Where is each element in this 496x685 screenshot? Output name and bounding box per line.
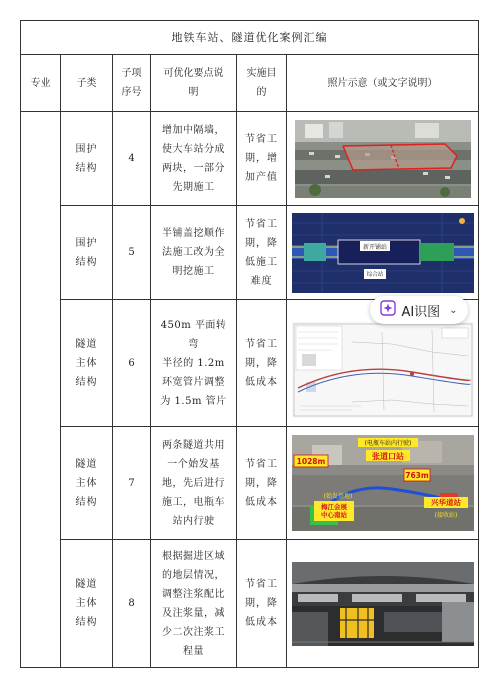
photo-cell <box>287 206 479 300</box>
photo-cell <box>287 112 479 206</box>
points-cell: 两条隧道共用 一个始发基 地，先后进行 施工，电瓶车 站内行驶 <box>151 427 237 540</box>
table-row <box>21 427 479 540</box>
table-row <box>21 112 479 206</box>
photo-cell <box>287 427 479 540</box>
goal-cell: 节省工 期，增 加产值 <box>237 112 287 206</box>
item-no-cell: 6 <box>113 300 151 427</box>
subtype-cell: 围护 结构 <box>61 112 113 206</box>
subtype-cell: 隧道 主体 结构 <box>61 300 113 427</box>
shield-route-photo <box>292 435 474 531</box>
goal-cell: 节省工 期，降 低施工 难度 <box>237 206 287 300</box>
station-plan-drawing <box>292 213 474 293</box>
distance-right-label: 763m <box>404 471 429 480</box>
tunnel-interior-photo <box>292 562 474 646</box>
table-row <box>21 540 479 668</box>
station-top-label: 张道口站 <box>371 452 404 461</box>
goal-cell: 节省工 期，降 低成本 <box>237 427 287 540</box>
points-cell: 根据掘进区域 的地层情况， 调整注浆配比 及注浆量，减 少二次注浆工 程量 <box>151 540 237 668</box>
header-goal: 实施目 的 <box>237 55 287 112</box>
station-left-label: 梅江会展中心南站 <box>320 503 347 520</box>
ai-button-label: AI识图 <box>401 304 441 320</box>
case-table <box>20 20 479 668</box>
box-label: 新开铺站 <box>362 243 387 251</box>
header-specialty: 专业 <box>21 55 61 112</box>
station-right-label: 兴华道站 <box>430 498 461 507</box>
ai-recognize-button[interactable] <box>370 296 468 324</box>
header-photo: 照片示意（或文字说明） <box>287 55 479 112</box>
points-cell: 半铺盖挖顺作 法施工改为全 明挖施工 <box>151 206 237 300</box>
chevron-down-icon: ⌄ <box>449 304 458 316</box>
header-points: 可优化要点说 明 <box>151 55 237 112</box>
subtype-cell: 围护 结构 <box>61 206 113 300</box>
subtype-cell: 隧道 主体 结构 <box>61 427 113 540</box>
item-no-cell: 4 <box>113 112 151 206</box>
base-label: (始发基地) <box>323 493 352 500</box>
table-title: 地铁车站、隧道优化案例汇编 <box>21 21 479 55</box>
tunnel-alignment-drawing <box>292 322 474 418</box>
distance-left-label: 1028m <box>296 457 325 466</box>
tag-label: 综合站 <box>366 271 383 278</box>
goal-cell: 节省工 期，降 低成本 <box>237 300 287 427</box>
aerial-site-photo <box>295 120 471 198</box>
item-no-cell: 7 <box>113 427 151 540</box>
header-item-no: 子项 序号 <box>113 55 151 112</box>
item-no-cell: 5 <box>113 206 151 300</box>
subtype-cell: 隧道 主体 结构 <box>61 540 113 668</box>
points-cell: 450m 平面转弯 半径的 1.2m 环宽管片调整 为 1.5m 管片 <box>151 300 237 427</box>
note-label: (电瓶车站内行驶) <box>364 440 411 447</box>
points-cell: 增加中隔墙， 使大车站分成 两块，一部分 先期施工 <box>151 112 237 206</box>
photo-cell <box>287 540 479 668</box>
goal-cell: 节省工 期，降 低成本 <box>237 540 287 668</box>
receive-label: (接收站) <box>434 512 457 519</box>
specialty-cell <box>21 112 61 668</box>
header-subtype: 子类 <box>61 55 113 112</box>
ai-sparkle-icon <box>380 300 396 320</box>
item-no-cell: 8 <box>113 540 151 668</box>
table-row <box>21 206 479 300</box>
case-table-sheet <box>20 20 478 668</box>
